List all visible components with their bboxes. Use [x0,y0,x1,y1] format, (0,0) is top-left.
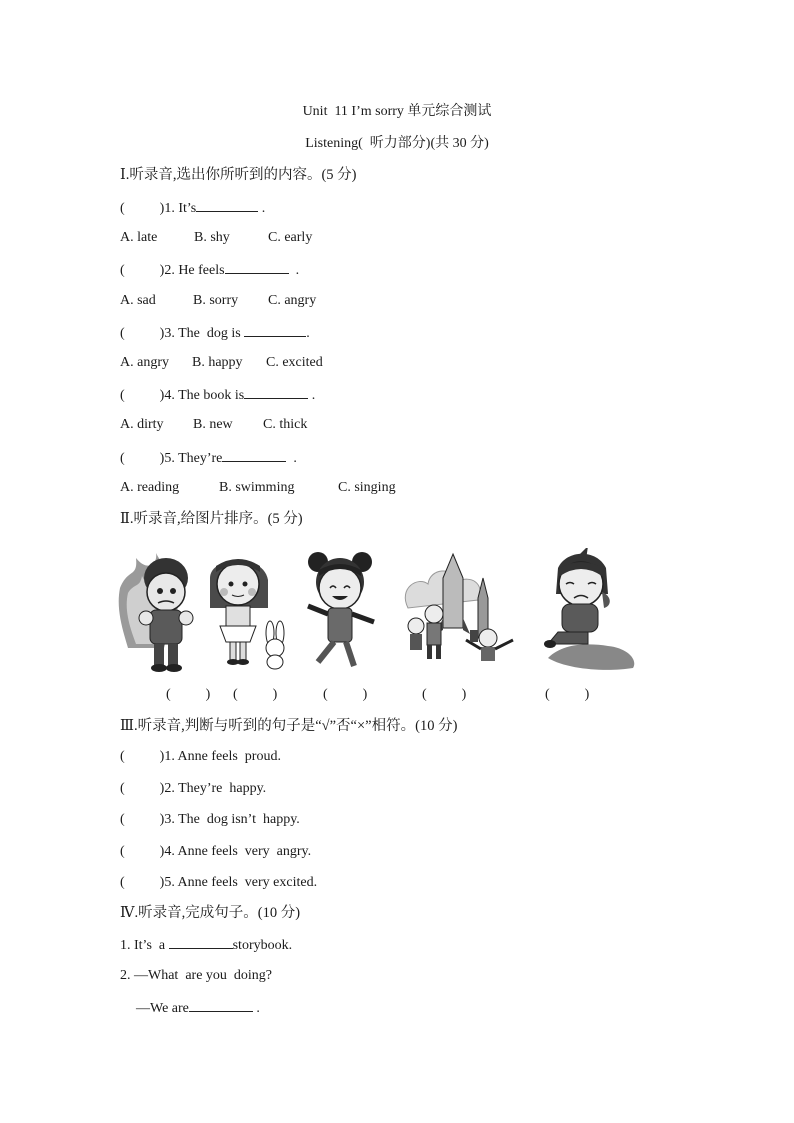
option: A. reading [120,480,180,495]
option: C. early [268,230,313,245]
s1-q2-stem: ( )2. He feels . [120,260,299,280]
page-title: Unit 11 I’m sorry 单元综合测试 [302,104,492,119]
s3-item: ( )1. Anne feels proud. [120,749,281,764]
rocket-kids-picture [405,554,513,661]
s3-item: ( )5. Anne feels very excited. [120,875,318,890]
s3-item: ( )3. The dog isn’t happy. [120,812,300,827]
s4-line2: 2. —What are you doing? [120,968,273,983]
option: B. new [193,417,233,432]
answer-blank [196,198,258,212]
section2-heading: Ⅱ.听录音,给图片排序。(5 分) [120,511,303,527]
s1-q1-stem: ( )1. It’s . [120,198,265,218]
answer-blank [222,448,286,462]
answer-blank [169,935,233,949]
angry-boy-picture [119,553,193,672]
option: A. late [120,230,158,245]
answer-bracket[interactable]: ( ) [323,687,368,702]
option: B. swimming [219,480,295,495]
option: A. sad [120,293,156,308]
option: B. sorry [193,293,239,308]
answer-blank [244,323,306,337]
s1-q2-options [120,292,316,310]
option: B. shy [194,230,230,245]
s1-q4-options [120,416,307,434]
answer-blank [189,998,253,1012]
option: C. angry [268,293,317,308]
s1-q5-stem: ( )5. They’re . [120,448,297,468]
s1-q4-stem: ( )4. The book is . [120,385,315,405]
shy-girl-picture [210,559,284,669]
answer-bracket[interactable]: ( ) [233,687,278,702]
answer-blank [244,385,308,399]
option: A. dirty [120,417,164,432]
s1-q3-options [120,354,323,372]
option: C. thick [263,417,308,432]
answer-bracket[interactable]: ( ) [166,687,211,702]
answer-bracket[interactable]: ( ) [545,687,590,702]
option: C. excited [266,355,323,370]
s3-item: ( )4. Anne feels very angry. [120,844,312,859]
picture-answer-brackets [0,687,794,705]
s1-q5-options [120,479,396,497]
s3-item: ( )2. They’re happy. [120,781,267,796]
picture-strip [118,548,638,678]
section3-heading: Ⅲ.听录音,判断与听到的句子是“√”否“×”相符。(10 分) [120,718,458,734]
s4-line1: 1. It’s a storybook. [120,935,292,955]
happy-girl-picture [308,552,374,666]
s1-q1-options [120,229,312,247]
answer-blank [225,260,289,274]
s1-q3-stem: ( )3. The dog is . [120,323,310,343]
section4-heading: Ⅳ.听录音,完成句子。(10 分) [120,905,301,921]
option: A. angry [120,355,169,370]
answer-bracket[interactable]: ( ) [422,687,467,702]
option: C. singing [338,480,396,495]
page-subtitle: Listening( 听力部分)(共 30 分) [305,136,489,151]
s4-line3: —We are . [136,998,260,1018]
section1-heading: Ⅰ.听录音,选出你所听到的内容。(5 分) [120,167,357,183]
sad-girl-picture [544,548,634,670]
option: B. happy [192,355,243,370]
